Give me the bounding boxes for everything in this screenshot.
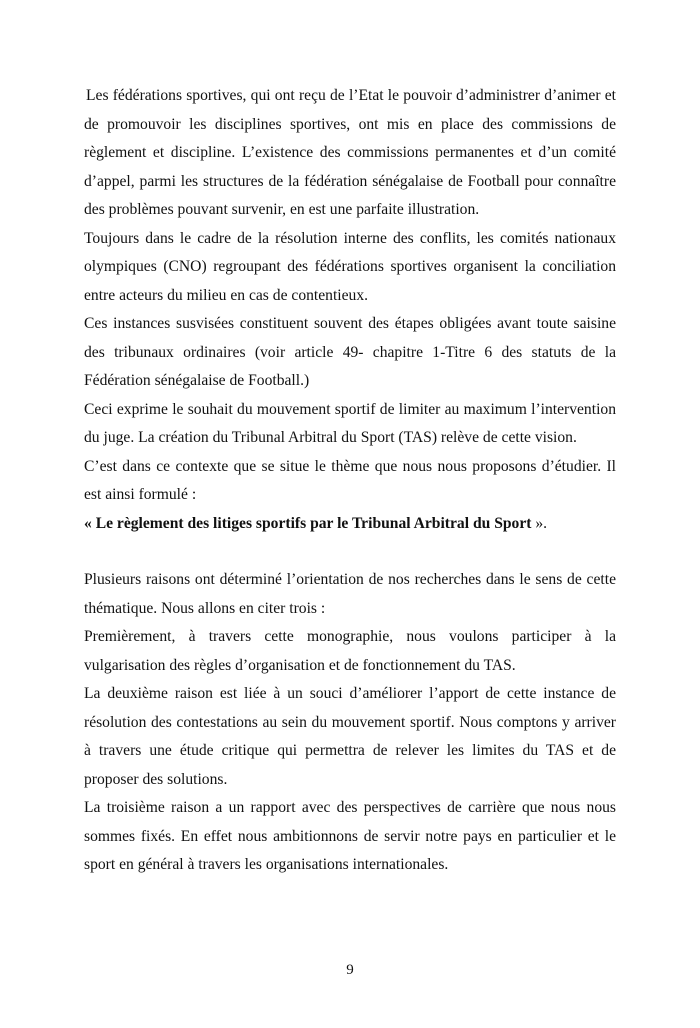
paragraph-premierement: Premièrement, à travers cette monographie, nous voulons participer à la vulgarisation des règles d’organisation et de fonctionnement du TAS. — [84, 628, 616, 674]
theme-title — [84, 510, 616, 539]
paragraph-raisons: Plusieurs raisons ont déterminé l’orientation de nos recherches dans le sens de cette thématique. Nous allons en citer trois : — [84, 571, 616, 617]
paragraph-deuxieme-raison: La deuxième raison est liée à un souci d’améliorer l’apport de cette instance de résolution des contestations au sein du mouvement sportif. Nous comptons y arriver à travers une étude critique qui permettra de relever les limites du TAS et de proposer des solutions. — [84, 685, 616, 788]
paragraph-federations: Les fédérations sportives, qui ont reçu de l’Etat le pouvoir d’administrer d’animer et de promouvoir les disciplines sportives, ont mis en place des commissions de règlement et discipline. L’existence des commissions permanentes et d’un comité d’appel, parmi les structures de la fédération sénégalaise de Football pour connaître des problèmes pouvant survenir, en est une parfaite illustration. — [84, 87, 616, 218]
paragraph-intervention-juge: Ceci exprime le souhait du mouvement sportif de limiter au maximum l’intervention du juge. La création du Tribunal Arbitral du Sport (TAS) relève de cette vision. — [84, 400, 616, 446]
paragraph-troisieme-raison: La troisième raison a un rapport avec des perspectives de carrière que nous nous sommes fixés. En effet nous ambitionnons de servir notre pays en particulier et le sport en général à travers les organisations internationales. — [84, 799, 616, 873]
page-number: 9 — [346, 962, 354, 978]
paragraph-cno: Toujours dans le cadre de la résolution interne des conflits, les comités nationaux olympiques (CNO) regroupant des fédérations sportives organisent la conciliation entre acteurs du milieu en cas de contentieux. — [84, 229, 616, 304]
theme-title-suffix: ». — [531, 514, 548, 532]
paragraph-instances: Ces instances susvisées constituent souvent des étapes obligées avant toute saisine des tribunaux ordinaires (voir article 49- chapitre 1-Titre 6 des statuts de la Fédération sénégalaise de Football.) — [84, 315, 616, 389]
theme-title-bold: « Le règlement des litiges sportifs par le Tribunal Arbitral du Sport — [84, 514, 532, 532]
document-body — [84, 82, 616, 880]
paragraph-contexte: C’est dans ce contexte que se situe le thème que nous nous proposons d’étudier. Il est ainsi formulé : — [84, 457, 616, 503]
